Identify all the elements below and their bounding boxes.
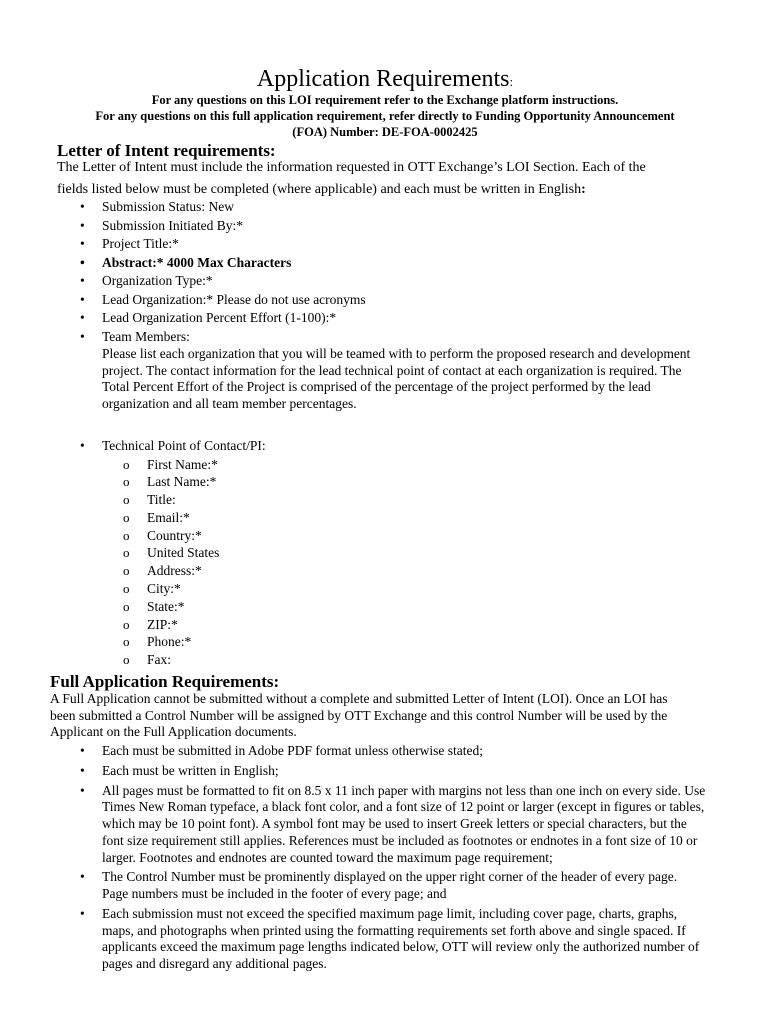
sub-list-item: o Last Name:*	[102, 473, 716, 491]
loi-field-list	[56, 198, 716, 412]
loi-intro-line-2-text: fields listed below must be completed (where applicable) and each must be written in English	[57, 182, 582, 197]
loi-heading: Letter of Intent requirements:	[57, 141, 276, 160]
full-app-heading: Full Application Requirements:	[50, 672, 280, 691]
sub-list-item: o Address:*	[102, 562, 716, 580]
loi-intro-line-1: The Letter of Intent must include the information requested in OTT Exchange’s LOI Section. Each of the	[57, 160, 646, 175]
sub-list-item: o ZIP:*	[102, 616, 716, 634]
list-item: • Each must be written in English;	[56, 763, 706, 780]
subtitle-line-1: For any questions on this LOI requirement refer to the Exchange platform instructions.	[151, 93, 619, 107]
full-app-intro: A Full Application cannot be submitted without a complete and submitted Letter of Intent (LOI). Once an LOI has been submitted a Control Number will be assigned by OTT Exchange and this control Number will be used by the Applicant on the Full Application documents.	[50, 691, 668, 740]
sub-list-item: o First Name:*	[102, 456, 716, 474]
subtitle-line-3: (FOA) Number: DE-FOA-0002425	[292, 125, 478, 139]
list-item: • Each must be submitted in Adobe PDF format unless otherwise stated;	[56, 743, 706, 760]
title-colon: :	[509, 74, 514, 89]
list-item: • All pages must be formatted to fit on 8.5 x 11 inch paper with margins not less than one inch on every side. Use Times New Roman typeface, a black font color, and a font size of 12 point or larger (except in figures or tables, which may be 10 point font). A symbol font may be used to insert Greek letters or special characters, but the font size requirement still applies. References must be included as footnotes or endnotes in a font size of 10 or larger. Footnotes and endnotes are counted toward the maximum page requirement;	[56, 783, 706, 867]
list-item	[56, 328, 716, 413]
list-item: • Each submission must not exceed the specified maximum page limit, including cover page, charts, graphs, maps, and photographs when printed using the formatting requirements set forth above and single spaced. If applicants exceed the maximum page lengths indicated below, OTT will review only the authorized number of pages and disregard any additional pages.	[56, 906, 706, 973]
sub-list-item: o Fax:	[102, 651, 716, 669]
list-item: • Submission Initiated By:*	[56, 217, 716, 236]
contact-list	[56, 437, 716, 669]
sub-list-item: o Email:*	[102, 509, 716, 527]
sub-list-item: o State:*	[102, 598, 716, 616]
team-members-label: • Team Members:	[102, 328, 190, 344]
sub-list-item: o Title:	[102, 491, 716, 509]
full-app-list	[56, 743, 706, 976]
list-item: • The Control Number must be prominently displayed on the upper right corner of the header of every page. Page numbers must be included in the footer of every page; and	[56, 869, 706, 902]
sub-list-item: o City:*	[102, 580, 716, 598]
sub-list-item: o Phone:*	[102, 633, 716, 651]
list-item: • Lead Organization Percent Effort (1-100):*	[56, 309, 716, 328]
subtitle-line-2: For any questions on this full application requirement, refer directly to Funding Opportunity Announcement	[95, 109, 675, 123]
sub-list-item: o United States	[102, 544, 716, 562]
list-item	[56, 437, 716, 669]
list-item: • Abstract:* 4000 Max Characters	[56, 254, 716, 273]
list-item: • Submission Status: New	[56, 198, 716, 217]
list-item: • Lead Organization:* Please do not use acronyms	[56, 291, 716, 310]
title-text: Application Requirements	[256, 66, 510, 92]
contact-heading: • Technical Point of Contact/PI:	[102, 438, 266, 453]
team-members-text: Please list each organization that you will be teamed with to perform the proposed research and development project. The contact information for the lead technical point of contact at each organization is required. The Total Percent Effort of the Project is comprised of the percentage of the project performed by the lead organization and all team member percentages.	[102, 346, 691, 411]
list-item: • Organization Type:*	[56, 272, 716, 291]
sub-list-item: o Country:*	[102, 527, 716, 545]
list-item: • Project Title:*	[56, 235, 716, 254]
contact-sublist	[102, 456, 716, 670]
loi-intro	[57, 157, 717, 201]
loi-intro-colon: :	[581, 182, 586, 197]
